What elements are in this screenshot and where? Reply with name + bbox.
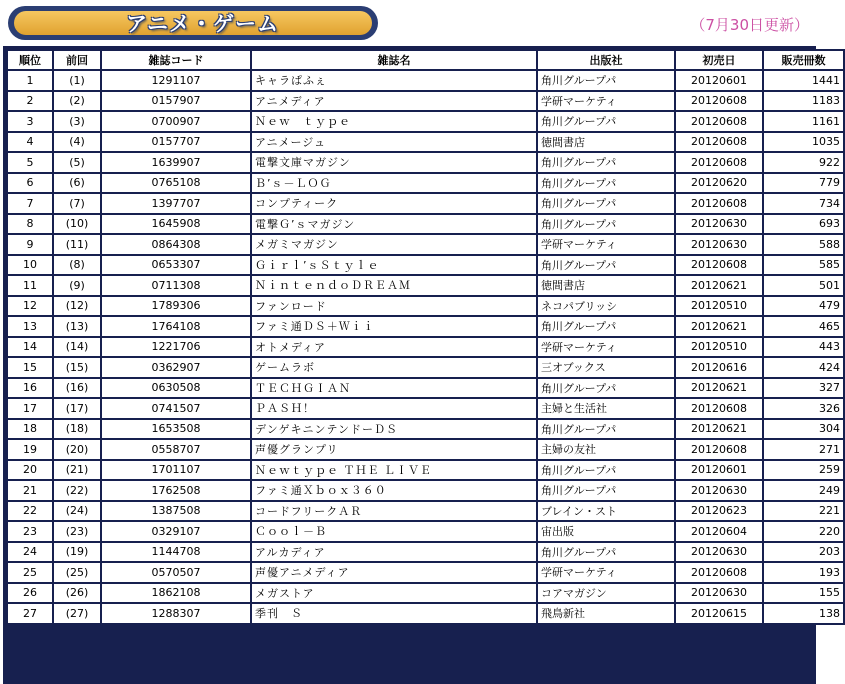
- publisher-cell: 宙出版: [538, 522, 674, 541]
- previous-rank-cell: (8): [54, 256, 100, 275]
- sales-header: 販売冊数: [764, 51, 843, 69]
- publisher-cell: 角川グループパ: [538, 71, 674, 90]
- release-date-cell: 20120630: [676, 584, 762, 603]
- sales-count-cell: 1161: [764, 112, 843, 131]
- previous-rank-cell: (23): [54, 522, 100, 541]
- magazine-name-cell: メガストア: [252, 584, 536, 603]
- rank-cell: 2: [8, 92, 52, 111]
- magazine-name-cell: ファミ通ＤＳ＋Ｗｉｉ: [252, 317, 536, 336]
- magazine-code-cell: 0558707: [102, 440, 250, 459]
- rank-cell: 1: [8, 71, 52, 90]
- release-date-cell: 20120630: [676, 543, 762, 562]
- magazine-name-cell: コードフリークＡＲ: [252, 502, 536, 521]
- rank-cell: 8: [8, 215, 52, 234]
- table-row: [8, 399, 843, 418]
- publisher-cell: 角川グループパ: [538, 461, 674, 480]
- previous-rank-cell: (27): [54, 604, 100, 623]
- magazine-name-cell: メガミマガジン: [252, 235, 536, 254]
- publisher-cell: ネコパブリッシ: [538, 297, 674, 316]
- table-row: [8, 604, 843, 623]
- magazine-code-cell: 0700907: [102, 112, 250, 131]
- release-date-cell: 20120601: [676, 461, 762, 480]
- sales-count-cell: 779: [764, 174, 843, 193]
- publisher-cell: 学研マーケティ: [538, 92, 674, 111]
- publisher-cell: 徳間書店: [538, 276, 674, 295]
- table-row: [8, 522, 843, 541]
- magazine-code-cell: 1645908: [102, 215, 250, 234]
- previous-rank-cell: (21): [54, 461, 100, 480]
- table-row: [8, 71, 843, 90]
- previous-rank-cell: (2): [54, 92, 100, 111]
- table-row: [8, 112, 843, 131]
- magazine-code-cell: 0765108: [102, 174, 250, 193]
- previous-rank-cell: (11): [54, 235, 100, 254]
- previous-rank-cell: (15): [54, 358, 100, 377]
- previous-rank-cell: (17): [54, 399, 100, 418]
- table-row: [8, 584, 843, 603]
- magazine-code-cell: 1789306: [102, 297, 250, 316]
- magazine-name-cell: ゲームラボ: [252, 358, 536, 377]
- rank-cell: 7: [8, 194, 52, 213]
- magazine-code-cell: 1653508: [102, 420, 250, 439]
- publisher-cell: 角川グループパ: [538, 543, 674, 562]
- release-date-cell: 20120630: [676, 215, 762, 234]
- magazine-code-cell: 1387508: [102, 502, 250, 521]
- table-row: [8, 317, 843, 336]
- magazine-code-cell: 1862108: [102, 584, 250, 603]
- previous-rank-cell: (18): [54, 420, 100, 439]
- magazine-name-cell: キャラぱふぇ: [252, 71, 536, 90]
- table-row: [8, 297, 843, 316]
- release-date-cell: 20120608: [676, 256, 762, 275]
- table-row: [8, 379, 843, 398]
- title-banner: [8, 6, 378, 40]
- release-date-cell: 20120608: [676, 92, 762, 111]
- table-row: [8, 174, 843, 193]
- release-date-cell: 20120608: [676, 112, 762, 131]
- sales-count-cell: 585: [764, 256, 843, 275]
- publisher-cell: 角川グループパ: [538, 379, 674, 398]
- release-date-cell: 20120510: [676, 297, 762, 316]
- magazine-name-cell: Ｎｅｗ ｔｙｐｅ: [252, 112, 536, 131]
- previous-rank-cell: (16): [54, 379, 100, 398]
- rank-cell: 18: [8, 420, 52, 439]
- previous-rank-cell: (25): [54, 563, 100, 582]
- table-row: [8, 461, 843, 480]
- table-row: [8, 563, 843, 582]
- table-row: [8, 338, 843, 357]
- release-date-cell: 20120608: [676, 153, 762, 172]
- sales-count-cell: 221: [764, 502, 843, 521]
- rank-cell: 23: [8, 522, 52, 541]
- magazine-code-cell: 1144708: [102, 543, 250, 562]
- publisher-cell: 角川グループパ: [538, 420, 674, 439]
- table-row: [8, 215, 843, 234]
- table-row: [8, 481, 843, 500]
- sales-count-cell: 193: [764, 563, 843, 582]
- sales-count-cell: 501: [764, 276, 843, 295]
- previous-rank-cell: (10): [54, 215, 100, 234]
- publisher-cell: 角川グループパ: [538, 112, 674, 131]
- publisher-cell: 角川グループパ: [538, 481, 674, 500]
- sales-count-cell: 326: [764, 399, 843, 418]
- release-date-cell: 20120608: [676, 399, 762, 418]
- rank-cell: 20: [8, 461, 52, 480]
- rank-cell: 5: [8, 153, 52, 172]
- release-date-cell: 20120630: [676, 481, 762, 500]
- magazine-name-cell: ＴＥＣＨＧＩＡＮ: [252, 379, 536, 398]
- table-row: [8, 92, 843, 111]
- sales-count-cell: 465: [764, 317, 843, 336]
- table-row: [8, 276, 843, 295]
- magazine-code-cell: 1288307: [102, 604, 250, 623]
- release-header: 初売日: [676, 51, 762, 69]
- magazine-code-cell: 1639907: [102, 153, 250, 172]
- release-date-cell: 20120621: [676, 317, 762, 336]
- previous-rank-cell: (14): [54, 338, 100, 357]
- magazine-name-cell: アルカディア: [252, 543, 536, 562]
- ranking-table: [6, 49, 845, 625]
- sales-count-cell: 1183: [764, 92, 843, 111]
- release-date-cell: 20120616: [676, 358, 762, 377]
- previous-rank-cell: (19): [54, 543, 100, 562]
- publisher-cell: 角川グループパ: [538, 194, 674, 213]
- table-row: [8, 358, 843, 377]
- sales-count-cell: 304: [764, 420, 843, 439]
- publisher-cell: 学研マーケティ: [538, 235, 674, 254]
- publisher-header: 出版社: [538, 51, 674, 69]
- previous-rank-cell: (13): [54, 317, 100, 336]
- previous-header: 前回: [54, 51, 100, 69]
- magazine-code-cell: 1701107: [102, 461, 250, 480]
- previous-rank-cell: (7): [54, 194, 100, 213]
- rank-cell: 10: [8, 256, 52, 275]
- magazine-code-cell: 0329107: [102, 522, 250, 541]
- rank-cell: 15: [8, 358, 52, 377]
- publisher-cell: 主婦と生活社: [538, 399, 674, 418]
- rank-cell: 13: [8, 317, 52, 336]
- magazine-code-cell: 0157907: [102, 92, 250, 111]
- rank-cell: 16: [8, 379, 52, 398]
- magazine-code-cell: 0653307: [102, 256, 250, 275]
- sales-count-cell: 327: [764, 379, 843, 398]
- sales-count-cell: 1441: [764, 71, 843, 90]
- table-row: [8, 440, 843, 459]
- magazine-name-cell: 電撃文庫マガジン: [252, 153, 536, 172]
- magazine-header: 雑誌名: [252, 51, 536, 69]
- previous-rank-cell: (4): [54, 133, 100, 152]
- previous-rank-cell: (22): [54, 481, 100, 500]
- magazine-code-cell: 0864308: [102, 235, 250, 254]
- magazine-name-cell: 電撃Ｇ’ｓマガジン: [252, 215, 536, 234]
- release-date-cell: 20120608: [676, 194, 762, 213]
- magazine-name-cell: 声優グランプリ: [252, 440, 536, 459]
- previous-rank-cell: (6): [54, 174, 100, 193]
- rank-cell: 9: [8, 235, 52, 254]
- rank-cell: 11: [8, 276, 52, 295]
- magazine-code-cell: 1397707: [102, 194, 250, 213]
- sales-count-cell: 424: [764, 358, 843, 377]
- magazine-name-cell: Ｃｏｏｌ－Ｂ: [252, 522, 536, 541]
- magazine-code-cell: 0362907: [102, 358, 250, 377]
- ranking-table-frame: [3, 46, 840, 684]
- sales-count-cell: 259: [764, 461, 843, 480]
- table-header-row: [8, 51, 843, 69]
- release-date-cell: 20120615: [676, 604, 762, 623]
- publisher-cell: 角川グループパ: [538, 153, 674, 172]
- magazine-code-cell: 1291107: [102, 71, 250, 90]
- release-date-cell: 20120608: [676, 133, 762, 152]
- previous-rank-cell: (3): [54, 112, 100, 131]
- magazine-name-cell: アニメディア: [252, 92, 536, 111]
- previous-rank-cell: (1): [54, 71, 100, 90]
- release-date-cell: 20120621: [676, 379, 762, 398]
- rank-header: 順位: [8, 51, 52, 69]
- publisher-cell: 角川グループパ: [538, 174, 674, 193]
- publisher-cell: 徳間書店: [538, 133, 674, 152]
- magazine-name-cell: 季刊 Ｓ: [252, 604, 536, 623]
- rank-cell: 22: [8, 502, 52, 521]
- rank-cell: 4: [8, 133, 52, 152]
- table-row: [8, 194, 843, 213]
- publisher-cell: ブレイン・スト: [538, 502, 674, 521]
- rank-cell: 21: [8, 481, 52, 500]
- magazine-name-cell: 声優アニメディア: [252, 563, 536, 582]
- table-row: [8, 256, 843, 275]
- updated-date: （7月30日更新）: [690, 16, 809, 34]
- title-banner-inner: [14, 11, 372, 35]
- rank-cell: 19: [8, 440, 52, 459]
- rank-cell: 27: [8, 604, 52, 623]
- publisher-cell: 角川グループパ: [538, 256, 674, 275]
- publisher-cell: コアマガジン: [538, 584, 674, 603]
- table-body: [8, 71, 843, 623]
- publisher-cell: 角川グループパ: [538, 215, 674, 234]
- sales-count-cell: 693: [764, 215, 843, 234]
- rank-cell: 14: [8, 338, 52, 357]
- previous-rank-cell: (12): [54, 297, 100, 316]
- previous-rank-cell: (9): [54, 276, 100, 295]
- sales-count-cell: 922: [764, 153, 843, 172]
- magazine-code-cell: 1764108: [102, 317, 250, 336]
- previous-rank-cell: (5): [54, 153, 100, 172]
- magazine-name-cell: アニメージュ: [252, 133, 536, 152]
- previous-rank-cell: (24): [54, 502, 100, 521]
- previous-rank-cell: (26): [54, 584, 100, 603]
- publisher-cell: 三オブックス: [538, 358, 674, 377]
- magazine-name-cell: ファンロード: [252, 297, 536, 316]
- page-title: アニメ・ゲーム: [126, 12, 279, 36]
- sales-count-cell: 588: [764, 235, 843, 254]
- publisher-cell: 学研マーケティ: [538, 563, 674, 582]
- code-header: 雑誌コード: [102, 51, 250, 69]
- magazine-name-cell: ＮｉｎｔｅｎｄｏＤＲＥＡＭ: [252, 276, 536, 295]
- magazine-name-cell: Ｎｅｗｔｙｐｅ ＴＨＥ ＬＩＶＥ: [252, 461, 536, 480]
- magazine-name-cell: オトメディア: [252, 338, 536, 357]
- rank-cell: 12: [8, 297, 52, 316]
- release-date-cell: 20120604: [676, 522, 762, 541]
- table-row: [8, 153, 843, 172]
- release-date-cell: 20120630: [676, 235, 762, 254]
- sales-count-cell: 479: [764, 297, 843, 316]
- release-date-cell: 20120621: [676, 276, 762, 295]
- sales-count-cell: 138: [764, 604, 843, 623]
- publisher-cell: 学研マーケティ: [538, 338, 674, 357]
- sales-count-cell: 734: [764, 194, 843, 213]
- previous-rank-cell: (20): [54, 440, 100, 459]
- publisher-cell: 角川グループパ: [538, 317, 674, 336]
- magazine-code-cell: 1221706: [102, 338, 250, 357]
- release-date-cell: 20120601: [676, 71, 762, 90]
- magazine-name-cell: Ｂ’ｓ－ＬＯＧ: [252, 174, 536, 193]
- sales-count-cell: 203: [764, 543, 843, 562]
- release-date-cell: 20120510: [676, 338, 762, 357]
- rank-cell: 3: [8, 112, 52, 131]
- rank-cell: 24: [8, 543, 52, 562]
- sales-count-cell: 220: [764, 522, 843, 541]
- magazine-name-cell: ファミ通Ｘｂｏｘ３６０: [252, 481, 536, 500]
- rank-cell: 17: [8, 399, 52, 418]
- magazine-code-cell: 0630508: [102, 379, 250, 398]
- sales-count-cell: 1035: [764, 133, 843, 152]
- magazine-code-cell: 1762508: [102, 481, 250, 500]
- magazine-code-cell: 0570507: [102, 563, 250, 582]
- table-row: [8, 543, 843, 562]
- table-row: [8, 502, 843, 521]
- sales-count-cell: 249: [764, 481, 843, 500]
- release-date-cell: 20120608: [676, 440, 762, 459]
- magazine-code-cell: 0711308: [102, 276, 250, 295]
- publisher-cell: 主婦の友社: [538, 440, 674, 459]
- table-row: [8, 133, 843, 152]
- table-row: [8, 235, 843, 254]
- sales-count-cell: 155: [764, 584, 843, 603]
- publisher-cell: 飛鳥新社: [538, 604, 674, 623]
- magazine-name-cell: ＰＡＳＨ！: [252, 399, 536, 418]
- table-row: [8, 420, 843, 439]
- rank-cell: 25: [8, 563, 52, 582]
- release-date-cell: 20120608: [676, 563, 762, 582]
- magazine-name-cell: コンプティーク: [252, 194, 536, 213]
- magazine-name-cell: Ｇｉｒｌ’ｓＳｔｙｌｅ: [252, 256, 536, 275]
- rank-cell: 6: [8, 174, 52, 193]
- rank-cell: 26: [8, 584, 52, 603]
- release-date-cell: 20120621: [676, 420, 762, 439]
- release-date-cell: 20120620: [676, 174, 762, 193]
- magazine-name-cell: デンゲキニンテンドーＤＳ: [252, 420, 536, 439]
- magazine-code-cell: 0157707: [102, 133, 250, 152]
- sales-count-cell: 271: [764, 440, 843, 459]
- release-date-cell: 20120623: [676, 502, 762, 521]
- magazine-code-cell: 0741507: [102, 399, 250, 418]
- sales-count-cell: 443: [764, 338, 843, 357]
